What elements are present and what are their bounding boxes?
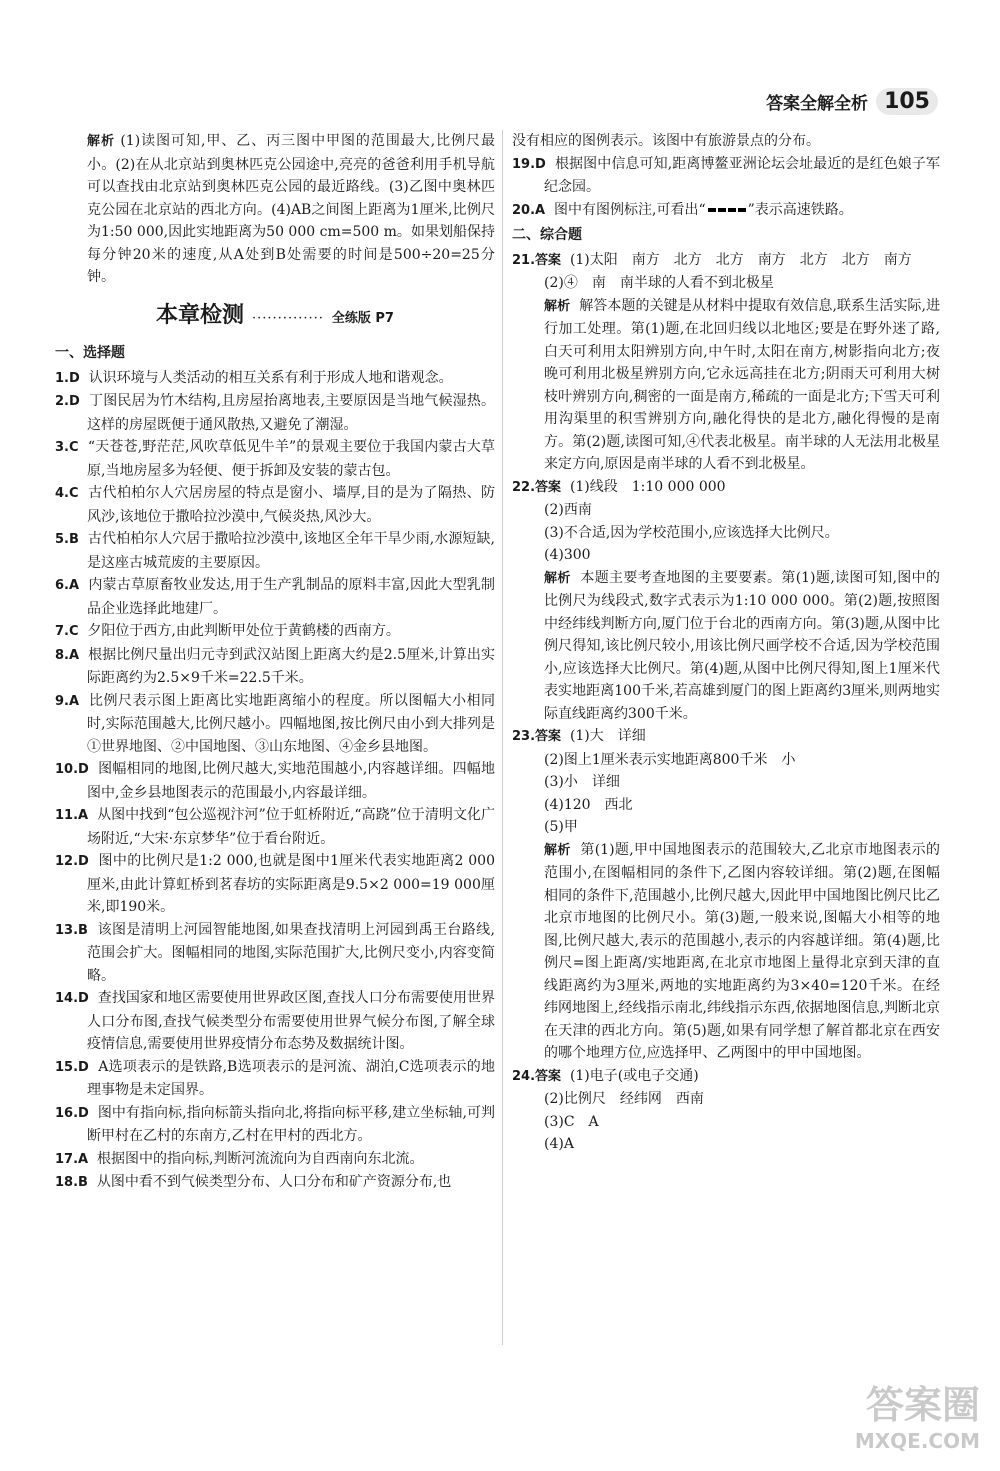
answer-line: (1)线段 1:10 000 000 <box>569 478 726 495</box>
answer-text: 从图中看不到气候类型分布、人口分布和矿产资源分布,也 <box>96 1174 452 1190</box>
left-column <box>55 130 495 1195</box>
analysis-21 <box>512 295 940 476</box>
answer-num: 8.A <box>55 647 80 663</box>
chapter-dots: ·············· <box>252 310 324 326</box>
answer-line: (2)图上1厘米表示实地距离800千米 小 <box>544 751 796 768</box>
answer-num: 19.D <box>512 156 546 172</box>
header-title: 答案全解全析 <box>766 94 869 114</box>
answer-23-label-row <box>512 725 940 749</box>
answer-text: A选项表示的是铁路,B选项表示的是河流、湖泊,C选项表示的地理事物是未定国界。 <box>87 1058 495 1098</box>
answer-line: (2)西南 <box>544 502 592 518</box>
column-divider <box>502 130 503 1345</box>
analysis-label: 解析 <box>544 570 571 586</box>
answer-line: (4)A <box>544 1136 574 1152</box>
answer-24-label-row <box>512 1065 940 1089</box>
analysis-text: 本题主要考查地图的主要要素。第(1)题,读图可知,图中的比例尺为线段式,数字式表示为1:10 000 000。第(2)题,按照图中经纬线判断方向,厦门位于台北的西南方向。第(3)题,从图中比例尺得知,该比例尺较小,用该比例尺画学校不合适,因为学校范围小,应该选择大比例尺。第(4)题,从图中比例尺得知,图上1厘米代表实地距离100千米,若高雄到厦门的图上距离约3厘米,则两地实际直线距离约300千米。 <box>544 569 940 722</box>
answer-line: (4)300 <box>544 547 591 563</box>
answer-text-post: ”表示高速铁路。 <box>747 201 853 218</box>
analysis-label: 解析 <box>544 298 571 314</box>
answer-text: 根据比例尺量出归元寺到武汉站图上距离大约是2.5厘米,计算出实际距离约为2.5×9千米=22.5千米。 <box>87 646 495 686</box>
q18-continuation: 没有相应的图例表示。该图中有旅游景点的分布。 <box>512 133 820 149</box>
answer-line: (1)太阳 南方 北方 北方 南方 北方 北方 南方 <box>569 251 912 268</box>
answer-item <box>55 367 495 391</box>
answer-item <box>55 1102 495 1148</box>
answer-num: 14.D <box>55 991 89 1006</box>
right-column <box>512 130 940 1156</box>
answer-text: 古代柏柏尔人穴居房屋的特点是窗小、墙厚,目的是为了隔热、防风沙,该地位于撒哈拉沙漠中,气候炎热,风沙大。 <box>87 485 496 525</box>
answer-num: 9.A <box>55 693 80 709</box>
answer-line: (3)不合适,因为学校范围小,应该选择大比例尺。 <box>544 524 839 541</box>
answer-num: 17.A <box>55 1151 89 1167</box>
answer-item-19 <box>512 153 940 199</box>
answer-num: 15.D <box>55 1059 89 1075</box>
answer-text: 从图中找到“包公巡视汴河”位于虹桥附近,“高跷”位于清明文化广场附近,“大宋·东京梦华”位于看台附近。 <box>87 807 496 847</box>
answer-text: 查找国家和地区需要使用世界政区图,查找人口分布需要使用世界人口分布图,查找气候类型分布需要使用世界气候分布图,了解全球疫情信息,需要使用世界疫情分布态势及数据统计图。 <box>87 990 496 1052</box>
answer-item <box>55 690 495 759</box>
answer-num: 18.B <box>55 1175 88 1190</box>
answer-num: 1.D <box>55 370 80 386</box>
choice-answer-list <box>55 367 495 1195</box>
answer-line: (4)120 西北 <box>544 796 633 813</box>
answer-text: 比例尺表示图上距离比实地距离缩小的程度。所以图幅大小相同时,实际范围越大,比例尺越小。四幅地图,按比例尺由小到大排列是①世界地图、②中国地图、③山东地图、④金乡县地图。 <box>87 692 496 755</box>
analysis-text: 解答本题的关键是从材料中提取有效信息,联系生活实际,进行加工处理。第(1)题,在北回归线以北地区;要是在野外迷了路,白天可利用太阳辨别方向,中午时,太阳在南方,树影指向北方;夜晚可利用北极星辨别方向,它永远高挂在北方;阴雨天可利用大树枝叶辨别方向,稠密的一面是南方,稀疏的一面是北方;下雪天可利用沟渠里的积雪辨别方向,融化得快的是北方,融化得慢的是南方。第(2)题,读图可知,④代表北极星。南半球的人无法用北极星来定方向,原因是南半球的人看不到北极星。 <box>544 297 940 472</box>
intro-label: 解析 <box>87 134 115 149</box>
answer-text: 图中的比例尺是1:2 000,也就是图中1厘米代表实地距离2 000厘米,由此计算虹桥到茗春坊的实际距离是9.5×2 000=19 000厘米,即190米。 <box>87 853 496 915</box>
answer-num: 11.A <box>55 808 89 823</box>
answer-item <box>55 919 495 988</box>
answer-item <box>55 482 495 528</box>
answer-text: 该图是清明上河园智能地图,如果查找清明上河园到禹王台路线,范围会扩大。图幅相同的地图,实际范围扩大,比例尺变小,内容变简略。 <box>87 921 495 984</box>
analysis-label: 解析 <box>544 842 571 858</box>
answer-text: 古代柏柏尔人穴居于撒哈拉沙漠中,该地区全年干旱少雨,水源短缺,是这座古城荒废的主要原因。 <box>87 531 495 571</box>
answer-item <box>55 436 495 482</box>
chapter-source: 全练版 P7 <box>331 310 394 326</box>
answer-22-label-row <box>512 476 940 500</box>
answer-text: 夕阳位于西方,由此判断甲处位于黄鹤楼的西南方。 <box>87 623 400 639</box>
answer-num: 20.A <box>512 202 546 218</box>
answer-num: 4.C <box>55 486 79 501</box>
answer-text: “天苍苍,野茫茫,风吹草低见牛羊”的景观主要位于我国内蒙古大草原,当地房屋多为轻便、便于拆卸及安装的蒙古包。 <box>87 439 495 479</box>
site-watermark <box>855 1374 980 1453</box>
intro-analysis <box>55 130 495 289</box>
analysis-22 <box>512 567 940 726</box>
answer-21 <box>512 249 940 273</box>
answer-line: (2)比例尺 经纬网 西南 <box>544 1091 704 1107</box>
answer-item-20 <box>512 199 940 223</box>
answer-num: 10.D <box>55 762 89 777</box>
page-number: 105 <box>876 88 938 115</box>
answer-num: 12.D <box>55 854 89 869</box>
answer-item <box>55 574 495 620</box>
answer-line: (3)C A <box>544 1113 599 1130</box>
chapter-title: 本章检测 <box>156 302 245 328</box>
answer-num: 13.B <box>55 922 88 938</box>
answer-text: 内蒙古草原畜牧业发达,用于生产乳制品的原料丰富,因此大型乳制品企业选择此地建厂。 <box>87 577 495 617</box>
answer-line: (2)④ 南 南半球的人看不到北极星 <box>544 275 774 291</box>
analysis-text: 第(1)题,甲中国地图表示的范围较大,乙北京市地图表示的范围小,在图幅相同的条件下,乙图内容较详细。第(2)题,在图幅相同的条件下,范围越小,比例尺越大,因此甲中国地图比例尺比乙北京市地图的比例尺小。第(3)题,一般来说,图幅大小相等的地图,比例尺越大,表示的范围越小,表示的内容越详细。第(4)题,比例尺=图上距离/实地距离,在北京市地图上量得北京到天津的直线距离约为3厘米,两地的实地距离约为3×40=120千米。在经纬网地图上,经线指示南北,纬线指示东西,依据地图信息,判断北京在天津的西北方向。第(5)题,如果有同学想了解首都北京在西安的哪个地理方位,应选择甲、乙两图中的甲中国地图。 <box>544 841 940 1061</box>
answer-text: 认识环境与人类活动的相互关系有利于形成人地和谐观念。 <box>88 369 453 386</box>
analysis-23 <box>512 839 940 1065</box>
answer-text: 根据图中信息可知,距离博鳌亚洲论坛会址最近的是红色娘子军纪念园。 <box>544 155 941 195</box>
answer-text: 图幅相同的地图,比例尺越大,实地范围越小,内容越详细。四幅地图中,金乡县地图表示的范围最小,内容最详细。 <box>87 761 495 801</box>
answer-num: 2.D <box>55 394 80 409</box>
answer-text: 根据图中的指向标,判断河流流向为自西南向东北流。 <box>97 1150 424 1167</box>
chapter-heading <box>55 302 495 331</box>
intro-text: (1)读图可知,甲、乙、丙三图中甲图的范围最大,比例尺最小。(2)在从北京站到奥林匹克公园途中,亮亮的爸爸利用手机导航可以查找由北京站到奥林匹克公园的最近路线。(3)乙图中奥林匹克公园在北京站的西北方向。(4)AB之间图上距离为1厘米,比例尺为1:50 000,因此实地距离为50 000 cm=500 m。如果划船保持每分钟20米的速度,从A处到B处需要的时间是500÷20=25分钟。 <box>87 133 495 285</box>
answer-item <box>55 644 495 690</box>
answer-num: 16.D <box>55 1105 89 1121</box>
answer-item <box>55 528 495 574</box>
answer-label: 21.答案 <box>512 252 562 268</box>
answer-line: (5)甲 <box>544 819 578 835</box>
watermark-logo-text: 答案圈 <box>865 1383 980 1427</box>
answer-num: 7.C <box>55 624 79 639</box>
railway-legend-symbol <box>708 208 746 212</box>
answer-item <box>55 987 495 1056</box>
answer-text: 图中有指向标,指向标箭头指向北,将指向标平移,建立坐标轴,可判断甲村在乙村的东南方,乙村在甲村的西北方。 <box>87 1104 495 1144</box>
answer-item <box>55 804 495 850</box>
page-header <box>766 88 938 115</box>
answer-text: 丁图民居为竹木结构,且房屋抬离地表,主要原因是当地气候湿热。这样的房屋既便于通风散热,又避免了潮湿。 <box>87 393 495 433</box>
section-comprehensive-title: 二、综合题 <box>512 227 582 243</box>
watermark-url: MXQE.COM <box>854 1429 980 1453</box>
answer-text-pre: 图中有图例标注,可看出“ <box>554 201 706 218</box>
answer-item <box>55 390 495 436</box>
section-choice-title: 一、选择题 <box>55 345 125 361</box>
answer-item <box>55 620 495 644</box>
answer-line: (1)大 详细 <box>569 728 646 744</box>
answer-line: (1)电子(或电子交通) <box>569 1067 699 1084</box>
answer-item <box>55 758 495 804</box>
answer-num: 5.B <box>55 532 79 547</box>
answer-num: 6.A <box>55 578 80 593</box>
answer-line: (3)小 详细 <box>544 774 620 790</box>
answer-label: 22.答案 <box>512 479 562 495</box>
answer-item <box>55 1056 495 1102</box>
answer-item <box>55 1171 495 1195</box>
answer-num: 3.C <box>55 440 79 455</box>
answer-label: 23.答案 <box>512 729 562 744</box>
answer-item <box>55 850 495 919</box>
answer-item <box>55 1148 495 1172</box>
answer-label: 24.答案 <box>512 1068 562 1084</box>
